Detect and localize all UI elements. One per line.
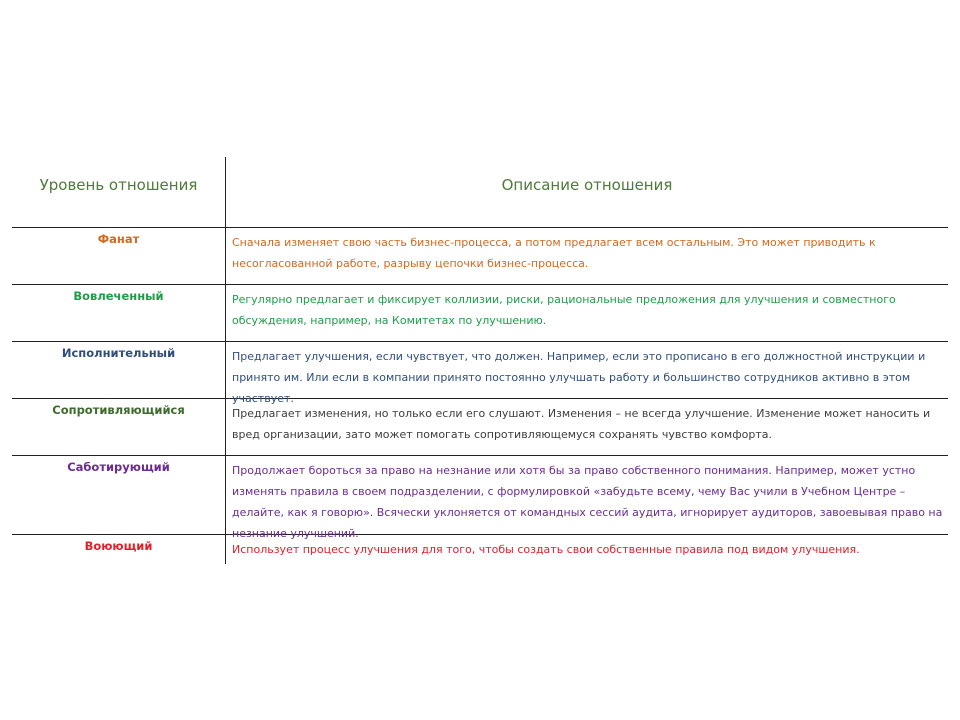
description-engaged: Регулярно предлагает и фиксирует коллизии, риски, рациональные предложения для улучшения и совместного обсуждения, например, на Комитетах по улучшению. xyxy=(232,293,896,327)
level-sabotaging: Саботирующий xyxy=(67,460,170,474)
level-fan: Фанат xyxy=(97,232,140,246)
level-engaged: Вовлеченный xyxy=(73,289,164,303)
description-fan: Сначала изменяет свою часть бизнес-процесса, а потом предлагает всем остальным. Это может приводить к несогласованной работе, разрыву цепочки бизнес-процесса. xyxy=(232,236,876,270)
level-executive: Исполнительный xyxy=(61,346,176,360)
description-executive: Предлагает улучшения, если чувствует, что должен. Например, если это прописано в его должностной инструкции и принято им. Или если в компании принято постоянно улучшать работу и большинство сотрудников активно в этом участвует. xyxy=(232,350,926,405)
table-row-sabotaging xyxy=(12,456,948,540)
description-warring: Использует процесс улучшения для того, чтобы создать свои собственные правила под видом улучшения. xyxy=(232,543,860,556)
description-sabotaging: Продолжает бороться за право на незнание или хотя бы за право собственного понимания. Например, может устно изменять правила в своем подразделении, с формулировкой «забудьте всему, чему Вас учили в Учебном Центре – делайте, как я говорю». Всячески уклоняется от командных сессий аудита, игнорирует аудиторов, завоевывая право на незнание улучшений. xyxy=(232,464,943,540)
header-level: Уровень отношения xyxy=(39,176,198,194)
table-row-warring xyxy=(12,535,948,565)
header-description: Описание отношения xyxy=(501,176,673,194)
description-resisting: Предлагает изменения, но только если его слушают. Изменения – не всегда улучшение. Изменение может наносить и вред организации, зато может помогать сопротивляющемуся сохранять чувство комфорта. xyxy=(232,407,931,441)
table-row-executive xyxy=(12,342,948,405)
table-row-engaged xyxy=(12,285,948,342)
table-row-fan xyxy=(12,228,948,285)
attitude-table xyxy=(12,157,948,565)
level-warring: Воюющий xyxy=(84,539,153,553)
table-row-resisting xyxy=(12,399,948,456)
table-header xyxy=(12,157,948,228)
level-resisting: Сопротивляющийся xyxy=(52,403,185,417)
